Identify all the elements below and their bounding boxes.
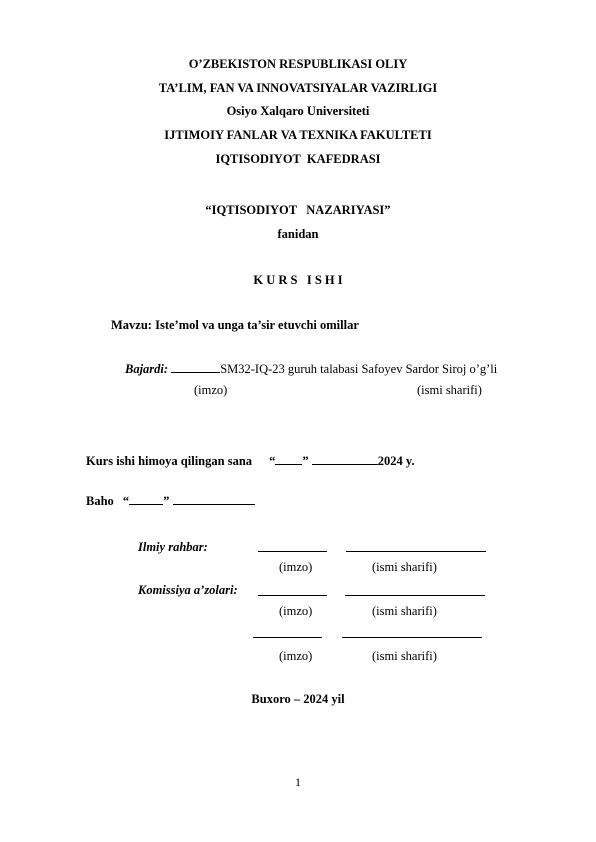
- commission-signature-line-1: [258, 595, 327, 596]
- defense-year: 2024 y.: [377, 454, 415, 468]
- subject-title: “IQTISODIYOT NAZARIYASI”: [205, 203, 391, 217]
- commission-signature-line-2: [253, 637, 322, 638]
- commission-name-caption-1: (ismi sharifi): [372, 604, 437, 618]
- supervisor-name-caption: (ismi sharifi): [372, 560, 437, 574]
- supervisor-signature-line: [258, 551, 327, 552]
- place-year: Buxoro – 2024 yil: [251, 692, 345, 706]
- performer-line: [125, 362, 497, 377]
- performer-signature-line: [171, 362, 220, 373]
- university-name: Osiyo Xalqaro Universiteti: [226, 104, 370, 118]
- commission-sign-caption-2: (imzo): [279, 649, 313, 663]
- supervisor-sign-caption: (imzo): [279, 560, 313, 574]
- performer-text: SM32-IQ-23 guruh talabasi Safoyev Sardor Siroj o’g’li: [220, 362, 498, 376]
- grade-score-line: [129, 494, 163, 505]
- defense-close-quote: ”: [302, 454, 309, 468]
- grade-open-quote: “: [122, 494, 130, 508]
- faculty-name: IJTIMOIY FANLAR VA TEXNIKA FAKULTETI: [164, 128, 432, 142]
- subject-suffix: fanidan: [277, 227, 319, 241]
- supervisor-label: Ilmiy rahbar:: [138, 540, 208, 554]
- performer-name-caption: (ismi sharifi): [417, 383, 482, 397]
- commission-name-line-2: [342, 637, 482, 638]
- defense-month-line: [312, 454, 378, 465]
- department-name: IQTISODIYOT KAFEDRASI: [215, 152, 381, 166]
- grade-label: Baho: [86, 494, 114, 508]
- page-number: 1: [295, 775, 301, 789]
- commission-name-caption-2: (ismi sharifi): [372, 649, 437, 663]
- performer-sign-caption: (imzo): [194, 383, 228, 397]
- defense-label: Kurs ishi himoya qilingan sana: [86, 454, 253, 468]
- ministry-line-1: O’ZBEKISTON RESPUBLIKASI OLIY: [188, 57, 408, 71]
- defense-date-line: [86, 454, 415, 469]
- commission-name-line-1: [345, 595, 485, 596]
- defense-open-quote: “: [269, 454, 276, 468]
- supervisor-name-line: [346, 551, 486, 552]
- grade-close-quote: ”: [163, 494, 170, 508]
- performer-label: Bajardi:: [125, 362, 169, 376]
- commission-label: Komissiya a’zolari:: [138, 583, 238, 597]
- grade-line: [86, 494, 255, 509]
- ministry-line-2: TA’LIM, FAN VA INNOVATSIYALAR VAZIRLIGI: [158, 81, 438, 95]
- commission-sign-caption-1: (imzo): [279, 604, 313, 618]
- topic-line: Mavzu: Iste’mol va unga ta’sir etuvchi omillar: [111, 318, 359, 332]
- defense-day-line: [275, 454, 302, 465]
- work-type-title: K U R S I S H I: [253, 273, 343, 287]
- grade-text-line: [173, 494, 255, 505]
